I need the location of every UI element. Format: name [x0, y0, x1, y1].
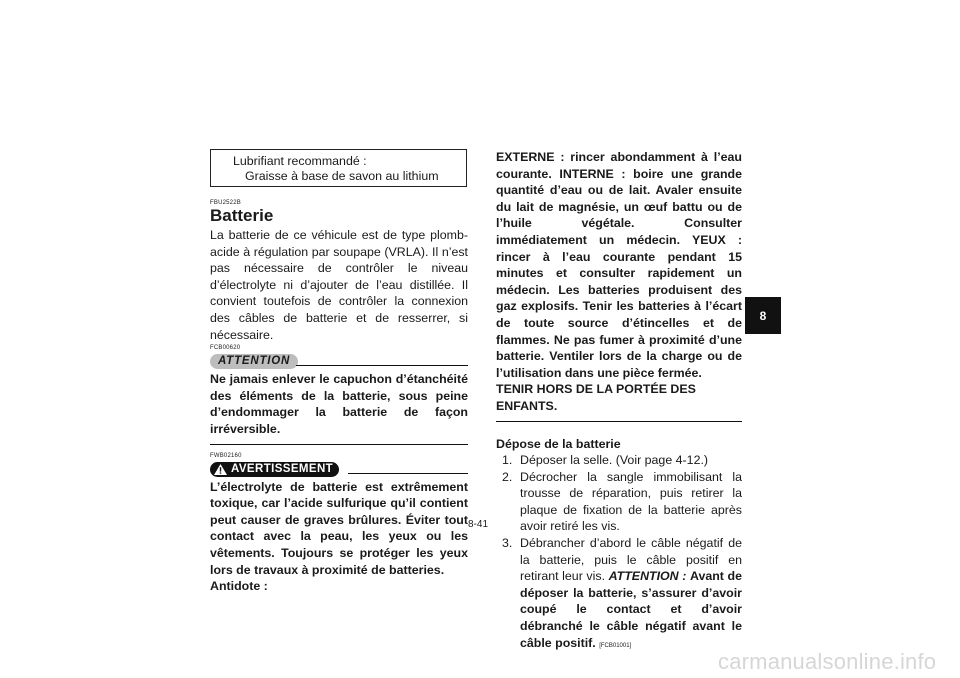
left-column [210, 149, 468, 595]
attention-text: Ne jamais enlever le capuchon d’étanchéité des éléments de la batterie, sous peine d’endommager la batterie de façon irréversible. [210, 372, 468, 436]
recommended-lubricant-box [210, 149, 467, 187]
step3-code: [FCB01001] [599, 642, 632, 649]
warning-triangle-icon [214, 464, 227, 475]
step-text: Déposer la selle. (Voir page 4-12.) [520, 453, 709, 468]
page-number: 8-41 [468, 519, 489, 530]
attention-code: FCB00620 [210, 345, 241, 352]
watermark: carmanualsonline.info [718, 649, 937, 674]
attention-badge: ATTENTION [210, 354, 298, 369]
right-column [496, 149, 742, 654]
step-item [496, 469, 742, 535]
removal-title: Dépose de la batterie [496, 436, 621, 451]
warning-code: FWB02160 [210, 452, 242, 459]
step3-attention-text: Avant de déposer la batterie, s’assurer d’avoir coupé le contact et d’avoir débranché le câble négatif avant le câble positif. [520, 569, 742, 650]
step-text: Débrancher d’abord le câble négatif de la batterie, puis le câble positif en retirant leur vis. [520, 536, 742, 584]
step-number: 1. [502, 453, 513, 468]
step-item [496, 535, 742, 654]
attention-end-rule [210, 444, 468, 445]
removal-steps [496, 452, 742, 654]
attention-header [210, 352, 468, 371]
section-code: FBU2522B [210, 200, 241, 206]
lubricant-label: Lubrifiant recommandé : [233, 154, 367, 168]
warning-final: TENIR HORS DE LA PORTÉE DES ENFANTS. [496, 382, 696, 413]
step-number: 3. [502, 536, 513, 551]
section-intro: La batterie de ce véhicule est de type plomb-acide à régulation par soupape (VRLA). Il n’est pas nécessaire de contrôler le niveau d’électrolyte ni d’ajouter de l’eau distillée. Il convient toutefois de contrôler la connexion des câbles de batterie et de resserrer, si nécessaire. [210, 228, 468, 342]
section-title: Batterie [210, 206, 274, 225]
step3-attention-label: ATTENTION : [608, 569, 687, 584]
warning-badge [210, 462, 339, 477]
antidote-label: Antidote : [210, 579, 268, 594]
step-text: Décrocher la sangle immobilisant la trousse de réparation, puis retirer la plaque de fixation de la batterie après avoir retiré les vis. [520, 469, 742, 534]
warning-text: L’électrolyte de batterie est extrêmement toxique, car l’acide sulfurique qu’il contient peut causer de graves brûlures. Éviter tout contact avec la peau, les yeux ou les vêtements. Toujours se protéger les yeux lors de travaux à proximité de batteries. [210, 479, 468, 577]
chapter-tab: 8 [745, 297, 781, 334]
warning-header [210, 460, 468, 479]
warning-rule [348, 473, 468, 474]
step-item [496, 452, 742, 469]
warning-continued: EXTERNE : rincer abondamment à l’eau courante. INTERNE : boire une grande quantité d’eau ou de lait. Avaler ensuite du lait de magnésie, un œuf battu ou de l’huile végétale. Consulter immédiatement un médecin. YEUX : rincer à l’eau courante pendant 15 minutes et consulter rapidement un médecin. Les batteries produisent des gaz explosifs. Tenir les batteries à l’écart de toute source d’étincelles et de flammes. Ne pas fumer à proximité d’une batterie. Ventiler lors de la charge ou de l’utilisation dans une pièce fermée. [496, 150, 742, 380]
attention-rule [296, 365, 468, 366]
warning-end-rule [496, 421, 742, 422]
lubricant-value: Graisse à base de savon au lithium [245, 169, 439, 183]
step-number: 2. [502, 469, 513, 484]
warning-label: AVERTISSEMENT [231, 462, 334, 475]
